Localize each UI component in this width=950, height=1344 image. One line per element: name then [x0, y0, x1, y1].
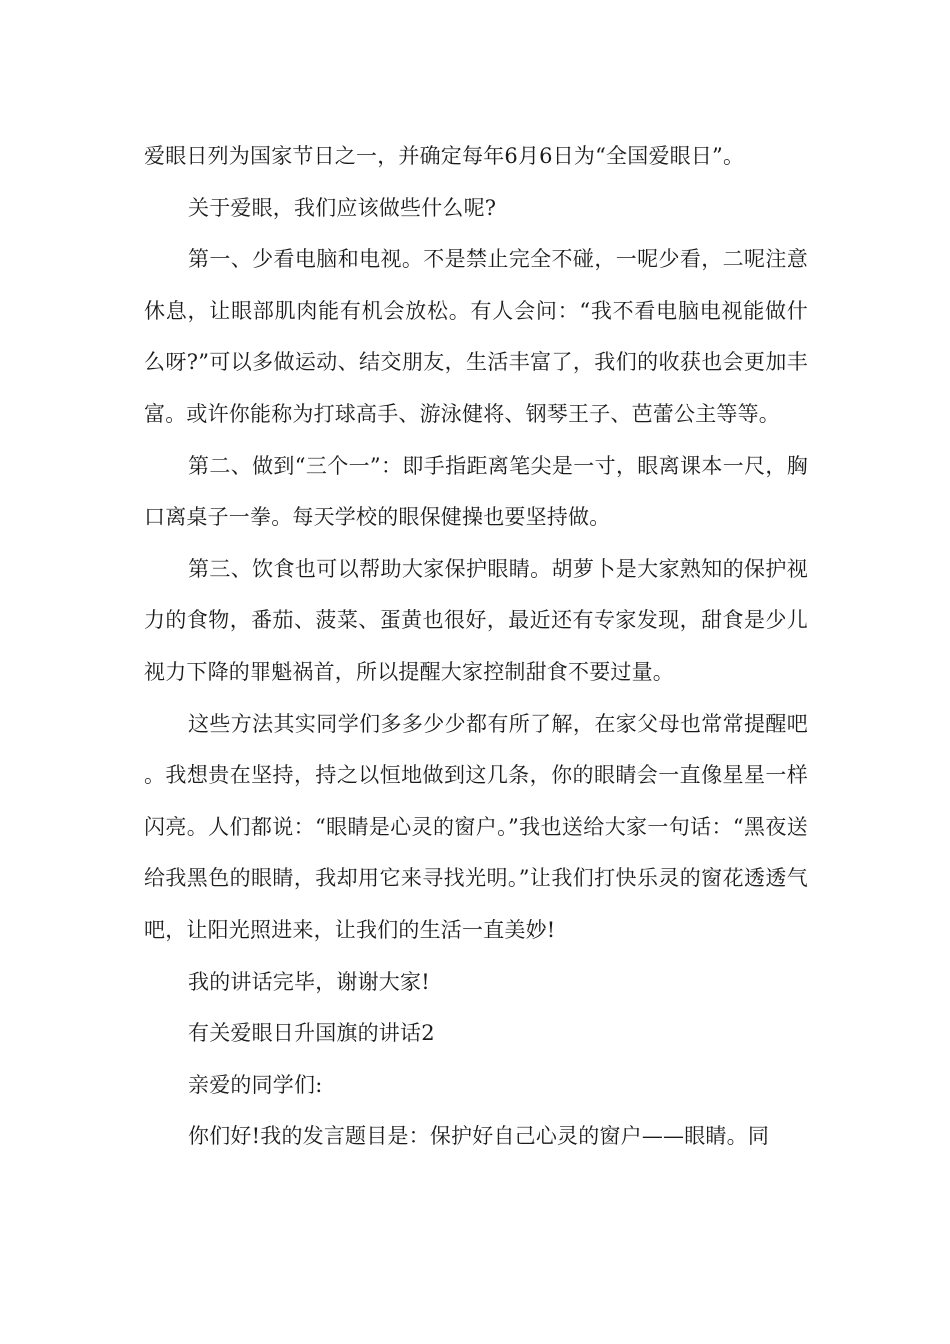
- body-text: [144, 131, 808, 1163]
- paragraph-summary: 这些方法其实同学们多多少少都有所了解，在家父母也常常提醒吧。我想贵在坚持，持之以恒地做到这几条，你的眼睛会一直像星星一样闪亮。人们都说：“眼睛是心灵的窗户。”我也送给大家一句话：“黑夜送给我黑色的眼睛，我却用它来寻找光明。”让我们打快乐灵的窗花透透气吧，让阳光照进来，让我们的生活一直美妙!: [144, 711, 808, 942]
- section-heading: 有关爱眼日升国旗的讲话2: [188, 1021, 435, 1046]
- paragraph-opening: 你们好!我的发言题目是：保护好自己心灵的窗户——眼睛。同: [188, 1124, 770, 1149]
- paragraph-point-one: 第一、少看电脑和电视。不是禁止完全不碰，一呢少看，二呢注意休息，让眼部肌肉能有机会放松。有人会问：“我不看电脑电视能做什么呀?”可以多做运动、结交朋友，生活丰富了，我们的收获也会更加丰富。或许你能称为打球高手、游泳健将、钢琴王子、芭蕾公主等等。: [144, 247, 808, 426]
- paragraph-point-two: 第二、做到“三个一”：即手指距离笔尖是一寸，眼离课本一尺，胸口离桌子一拳。每天学校的眼保健操也要坚持做。: [144, 453, 808, 530]
- paragraph-closing: 我的讲话完毕，谢谢大家!: [188, 969, 430, 994]
- paragraph-point-three: 第三、饮食也可以帮助大家保护眼睛。胡萝卜是大家熟知的保护视力的食物，番茄、菠菜、蛋黄也很好，最近还有专家发现，甜食是少儿视力下降的罪魁祸首，所以提醒大家控制甜食不要过量。: [144, 556, 808, 684]
- paragraph-continuation: 爱眼日列为国家节日之一，并确定每年6月6日为“全国爱眼日”。: [144, 144, 745, 168]
- paragraph-salutation: 亲爱的同学们:: [188, 1072, 323, 1097]
- paragraph-question: 关于爱眼，我们应该做些什么呢?: [188, 195, 497, 220]
